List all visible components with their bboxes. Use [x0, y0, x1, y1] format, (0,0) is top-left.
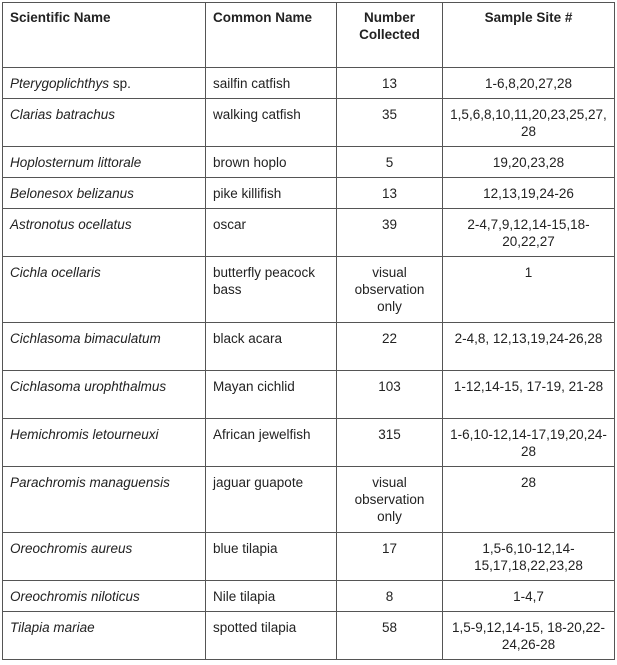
- sample-site-cell: 1,5-9,12,14-15, 18-20,22-24,26-28: [443, 612, 615, 660]
- scientific-name-cell: [3, 68, 206, 99]
- table-row: [3, 533, 615, 581]
- common-name-cell: Mayan cichlid: [206, 371, 337, 419]
- header-common-name: Common Name: [206, 3, 337, 68]
- scientific-name: Oreochromis niloticus: [10, 589, 140, 604]
- scientific-name-cell: [3, 419, 206, 467]
- common-name-cell: brown hoplo: [206, 147, 337, 178]
- scientific-name-cell: [3, 371, 206, 419]
- scientific-name: Oreochromis aureus: [10, 541, 133, 556]
- sample-site-cell: 1: [443, 257, 615, 323]
- sample-site-cell: 19,20,23,28: [443, 147, 615, 178]
- table-row: [3, 419, 615, 467]
- species-table: [2, 2, 615, 660]
- scientific-name: Astronotus ocellatus: [10, 217, 132, 232]
- scientific-name: Parachromis managuensis: [10, 475, 170, 490]
- table-header-row: [3, 3, 615, 68]
- scientific-name-cell: [3, 257, 206, 323]
- common-name-cell: jaguar guapote: [206, 467, 337, 533]
- scientific-name-cell: [3, 467, 206, 533]
- common-name-cell: Nile tilapia: [206, 581, 337, 612]
- sample-site-cell: 1-12,14-15, 17-19, 21-28: [443, 371, 615, 419]
- table-row: [3, 612, 615, 660]
- table-row: [3, 209, 615, 257]
- scientific-name: Hoplosternum littorale: [10, 155, 142, 170]
- sample-site-cell: 1-6,10-12,14-17,19,20,24-28: [443, 419, 615, 467]
- scientific-name: Cichlasoma urophthalmus: [10, 379, 167, 394]
- header-scientific-name: Scientific Name: [3, 3, 206, 68]
- scientific-name-cell: [3, 99, 206, 147]
- sample-site-cell: 2-4,7,9,12,14-15,18-20,22,27: [443, 209, 615, 257]
- number-collected-cell: 103: [337, 371, 443, 419]
- scientific-name-cell: [3, 323, 206, 371]
- scientific-name-suffix: sp.: [109, 76, 131, 91]
- number-collected-cell: 58: [337, 612, 443, 660]
- number-collected-cell: 315: [337, 419, 443, 467]
- common-name-cell: pike killifish: [206, 178, 337, 209]
- number-collected-cell: 35: [337, 99, 443, 147]
- header-sample-site: Sample Site #: [443, 3, 615, 68]
- sample-site-cell: 1-6,8,20,27,28: [443, 68, 615, 99]
- common-name-cell: butterfly peacock bass: [206, 257, 337, 323]
- scientific-name: Hemichromis letourneuxi: [10, 427, 159, 442]
- common-name-cell: oscar: [206, 209, 337, 257]
- table-row: [3, 178, 615, 209]
- common-name-cell: walking catfish: [206, 99, 337, 147]
- table-row: [3, 323, 615, 371]
- number-collected-cell: 39: [337, 209, 443, 257]
- number-collected-cell: visual observation only: [337, 467, 443, 533]
- number-collected-cell: 13: [337, 68, 443, 99]
- scientific-name: Belonesox belizanus: [10, 186, 134, 201]
- table-row: [3, 371, 615, 419]
- table-row: [3, 467, 615, 533]
- scientific-name-cell: [3, 612, 206, 660]
- sample-site-cell: 1-4,7: [443, 581, 615, 612]
- number-collected-cell: 13: [337, 178, 443, 209]
- header-number-collected: Number Collected: [337, 3, 443, 68]
- number-collected-cell: visual observation only: [337, 257, 443, 323]
- scientific-name: Tilapia mariae: [10, 620, 95, 635]
- scientific-name: Clarias batrachus: [10, 107, 116, 122]
- number-collected-cell: 8: [337, 581, 443, 612]
- scientific-name: Cichla ocellaris: [10, 265, 101, 280]
- scientific-name-cell: [3, 147, 206, 178]
- sample-site-cell: 12,13,19,24-26: [443, 178, 615, 209]
- sample-site-cell: 2-4,8, 12,13,19,24-26,28: [443, 323, 615, 371]
- sample-site-cell: 1,5-6,10-12,14-15,17,18,22,23,28: [443, 533, 615, 581]
- sample-site-cell: 28: [443, 467, 615, 533]
- number-collected-cell: 5: [337, 147, 443, 178]
- table-row: [3, 68, 615, 99]
- common-name-cell: African jewelfish: [206, 419, 337, 467]
- scientific-name-cell: [3, 581, 206, 612]
- scientific-name: Pterygoplichthys: [10, 76, 110, 91]
- common-name-cell: blue tilapia: [206, 533, 337, 581]
- sample-site-cell: 1,5,6,8,10,11,20,23,25,27,28: [443, 99, 615, 147]
- common-name-cell: spotted tilapia: [206, 612, 337, 660]
- table-row: [3, 147, 615, 178]
- table-row: [3, 581, 615, 612]
- number-collected-cell: 17: [337, 533, 443, 581]
- scientific-name-cell: [3, 178, 206, 209]
- table-row: [3, 257, 615, 323]
- common-name-cell: black acara: [206, 323, 337, 371]
- common-name-cell: sailfin catfish: [206, 68, 337, 99]
- scientific-name-cell: [3, 209, 206, 257]
- scientific-name: Cichlasoma bimaculatum: [10, 331, 161, 346]
- table-row: [3, 99, 615, 147]
- scientific-name-cell: [3, 533, 206, 581]
- number-collected-cell: 22: [337, 323, 443, 371]
